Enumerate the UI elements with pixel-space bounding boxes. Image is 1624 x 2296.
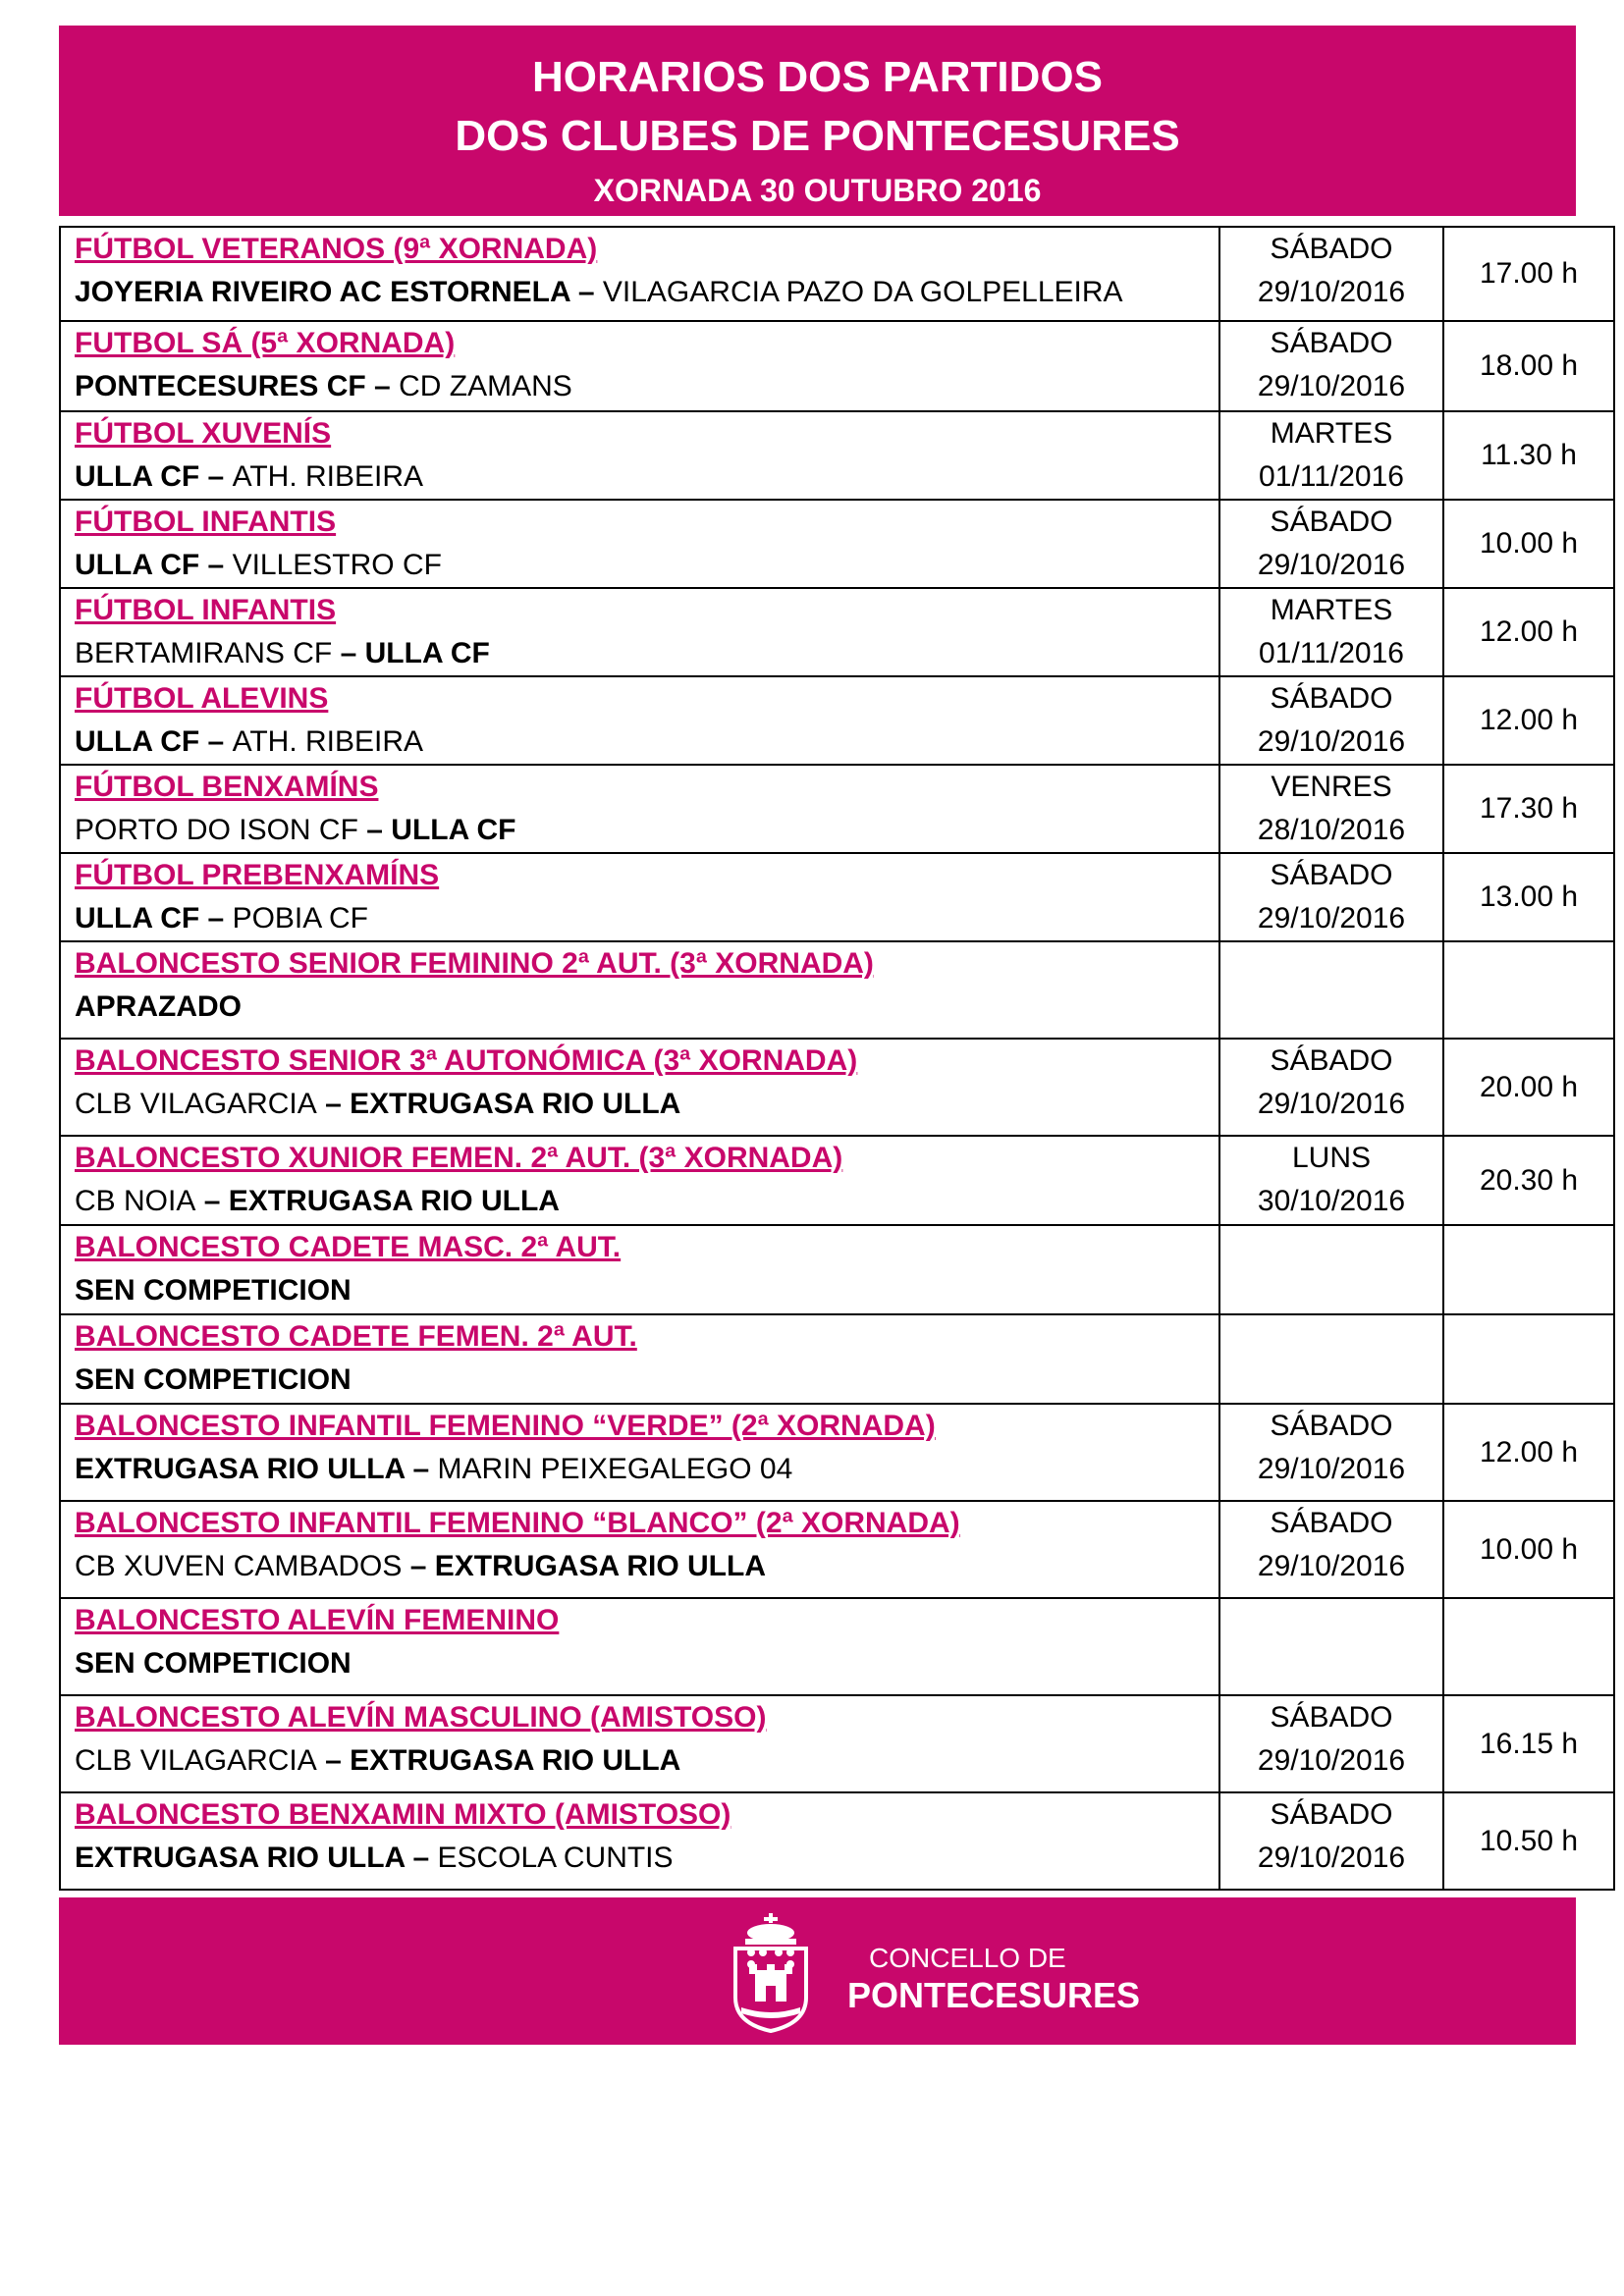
- date-cell: [1219, 1314, 1443, 1404]
- table-row: [60, 1792, 1614, 1890]
- match-date: 01/11/2016: [1259, 637, 1404, 669]
- match-line: [75, 986, 1218, 1029]
- date-cell: [1219, 1136, 1443, 1225]
- team-separator: –: [332, 637, 365, 669]
- category-label: FÚTBOL INFANTIS: [75, 506, 337, 538]
- match-cell: [60, 500, 1219, 588]
- date-cell: [1219, 1792, 1443, 1890]
- date-cell: [1219, 1501, 1443, 1598]
- date-cell: [1219, 765, 1443, 853]
- table-row: [60, 321, 1614, 411]
- match-day: SÁBADO: [1270, 682, 1393, 715]
- match-cell: [60, 588, 1219, 676]
- match-cell: [60, 411, 1219, 500]
- table-row: [60, 1136, 1614, 1225]
- match-line: [75, 897, 1218, 940]
- date-cell: [1219, 1225, 1443, 1314]
- time-cell: [1443, 1039, 1614, 1136]
- match-cell: [60, 1695, 1219, 1792]
- match-cell: [60, 1404, 1219, 1501]
- date-cell: [1219, 227, 1443, 321]
- table-row: [60, 1225, 1614, 1314]
- match-cell: [60, 1136, 1219, 1225]
- away-team: ATH. RIBEIRA: [232, 460, 424, 493]
- date-cell: [1219, 853, 1443, 941]
- match-cell: [60, 1792, 1219, 1890]
- footer-banner: [59, 1897, 1576, 2045]
- match-time: 16.15 h: [1479, 1727, 1579, 1760]
- match-line: [75, 1739, 1218, 1783]
- category-label: BALONCESTO ALEVÍN FEMENINO: [75, 1604, 560, 1636]
- away-team: VILAGARCIA PAZO DA GOLPELLEIRA: [602, 276, 1123, 308]
- time-cell: [1443, 1501, 1614, 1598]
- page-title-line1: HORARIOS DOS PARTIDOS: [531, 53, 1103, 101]
- home-team: CB NOIA: [75, 1185, 196, 1217]
- team-separator: –: [199, 549, 233, 581]
- team-separator: –: [405, 1842, 438, 1874]
- table-row: [60, 765, 1614, 853]
- table-row: [60, 676, 1614, 765]
- away-team: EXTRUGASA RIO ULLA: [350, 1088, 681, 1120]
- time-cell: [1443, 227, 1614, 321]
- time-cell: [1443, 500, 1614, 588]
- home-team: ULLA CF: [75, 549, 200, 581]
- match-cell: [60, 1314, 1219, 1404]
- category-label: BALONCESTO XUNIOR FEMEN. 2ª AUT. (3ª XORNADA): [75, 1142, 843, 1174]
- date-cell: [1219, 1039, 1443, 1136]
- table-row: [60, 1404, 1614, 1501]
- home-team: ULLA CF: [75, 902, 200, 934]
- team-separator: –: [405, 1453, 438, 1485]
- table-row: [60, 588, 1614, 676]
- match-day: SÁBADO: [1270, 506, 1393, 538]
- home-team: CB XUVEN CAMBADOS: [75, 1550, 403, 1582]
- team-separator: –: [569, 276, 603, 308]
- coat-of-arms-icon: [712, 1913, 830, 2033]
- time-cell: [1443, 1695, 1614, 1792]
- page-title-line2: DOS CLUBES DE PONTECESURES: [455, 112, 1180, 160]
- match-day: SÁBADO: [1270, 1701, 1393, 1734]
- match-time: 18.00 h: [1479, 349, 1579, 382]
- team-separator: –: [199, 725, 233, 758]
- away-team: EXTRUGASA RIO ULLA: [350, 1744, 681, 1777]
- away-team: ULLA CF: [391, 814, 516, 846]
- away-team: VILLESTRO CF: [232, 549, 442, 581]
- match-line: [75, 1837, 1218, 1880]
- time-cell: [1443, 1598, 1614, 1695]
- match-time: 20.00 h: [1479, 1070, 1579, 1103]
- date-cell: [1219, 321, 1443, 411]
- away-team: ULLA CF: [364, 637, 490, 669]
- home-team: PORTO DO ISON CF: [75, 814, 358, 846]
- table-row: [60, 411, 1614, 500]
- match-line: [75, 455, 1218, 499]
- category-label: BALONCESTO INFANTIL FEMENINO “VERDE” (2ª XORNADA): [75, 1410, 936, 1442]
- team-separator: –: [316, 1744, 351, 1777]
- time-cell: [1443, 588, 1614, 676]
- category-label: FÚTBOL XUVENÍS: [75, 417, 332, 450]
- table-row: [60, 1598, 1614, 1695]
- time-cell: [1443, 853, 1614, 941]
- status-label: SEN COMPETICION: [75, 1274, 352, 1307]
- time-cell: [1443, 1404, 1614, 1501]
- time-cell: [1443, 1314, 1614, 1404]
- match-time: 17.30 h: [1479, 792, 1579, 825]
- home-team: JOYERIA RIVEIRO AC ESTORNELA: [75, 276, 570, 308]
- match-line: [75, 1642, 1218, 1685]
- category-label: BALONCESTO ALEVÍN MASCULINO (AMISTOSO): [75, 1701, 767, 1734]
- footer-line1: CONCELLO DE: [869, 1943, 1066, 1973]
- date-cell: [1219, 676, 1443, 765]
- match-line: [75, 1083, 1218, 1126]
- home-team: PONTECESURES CF: [75, 370, 366, 402]
- match-date: 30/10/2016: [1257, 1185, 1406, 1217]
- home-team: BERTAMIRANS CF: [75, 637, 333, 669]
- time-cell: [1443, 765, 1614, 853]
- match-date: 29/10/2016: [1257, 725, 1406, 758]
- match-date: 29/10/2016: [1257, 1453, 1406, 1485]
- status-label: SEN COMPETICION: [75, 1363, 352, 1396]
- match-day: VENRES: [1271, 771, 1392, 803]
- category-label: FUTBOL SÁ (5ª XORNADA): [75, 327, 456, 359]
- match-day: LUNS: [1291, 1142, 1372, 1174]
- match-time: 13.00 h: [1479, 881, 1579, 913]
- match-line: [75, 544, 1218, 587]
- match-cell: [60, 941, 1219, 1039]
- team-separator: –: [199, 460, 233, 493]
- match-cell: [60, 1225, 1219, 1314]
- time-cell: [1443, 1792, 1614, 1890]
- match-cell: [60, 765, 1219, 853]
- match-date: 29/10/2016: [1257, 549, 1406, 581]
- status-label: SEN COMPETICION: [75, 1647, 352, 1680]
- date-cell: [1219, 500, 1443, 588]
- home-team: EXTRUGASA RIO ULLA: [75, 1453, 406, 1485]
- match-day: SÁBADO: [1270, 1410, 1393, 1442]
- table-row: [60, 500, 1614, 588]
- match-date: 29/10/2016: [1257, 1550, 1406, 1582]
- time-cell: [1443, 1225, 1614, 1314]
- away-team: EXTRUGASA RIO ULLA: [434, 1550, 766, 1582]
- table-row: [60, 1314, 1614, 1404]
- category-label: BALONCESTO BENXAMIN MIXTO (AMISTOSO): [75, 1798, 731, 1831]
- match-date: 01/11/2016: [1259, 460, 1404, 493]
- table-row: [60, 1501, 1614, 1598]
- date-cell: [1219, 1695, 1443, 1792]
- table-row: [60, 941, 1614, 1039]
- match-time: 10.00 h: [1479, 1532, 1579, 1566]
- date-cell: [1219, 588, 1443, 676]
- home-team: CLB VILAGARCIA: [75, 1744, 317, 1777]
- category-label: BALONCESTO SENIOR FEMININO 2ª AUT. (3ª XORNADA): [75, 947, 874, 980]
- category-label: FÚTBOL BENXAMÍNS: [75, 771, 379, 803]
- category-label: FÚTBOL INFANTIS: [75, 594, 337, 626]
- match-cell: [60, 227, 1219, 321]
- away-team: ESCOLA CUNTIS: [437, 1842, 674, 1874]
- match-time: 12.00 h: [1479, 1435, 1579, 1468]
- match-line: [75, 1545, 1218, 1588]
- home-team: EXTRUGASA RIO ULLA: [75, 1842, 406, 1874]
- match-date: 28/10/2016: [1257, 814, 1406, 846]
- match-day: MARTES: [1270, 594, 1393, 626]
- match-cell: [60, 853, 1219, 941]
- match-cell: [60, 676, 1219, 765]
- category-label: BALONCESTO SENIOR 3ª AUTONÓMICA (3ª XORNADA): [75, 1044, 858, 1077]
- match-time: 12.00 h: [1479, 704, 1579, 736]
- footer-line2: PONTECESURES: [847, 1975, 1141, 2015]
- match-day: SÁBADO: [1270, 1044, 1393, 1077]
- away-team: MARIN PEIXEGALEGO 04: [437, 1453, 793, 1485]
- match-date: 29/10/2016: [1257, 1088, 1406, 1120]
- match-line: [75, 1180, 1218, 1223]
- team-separator: –: [195, 1185, 229, 1217]
- match-day: SÁBADO: [1270, 1798, 1393, 1831]
- match-day: SÁBADO: [1270, 327, 1393, 359]
- match-time: 17.00 h: [1479, 257, 1579, 290]
- category-label: FÚTBOL ALEVINS: [75, 682, 329, 715]
- team-separator: –: [357, 814, 392, 846]
- match-date: 29/10/2016: [1257, 370, 1406, 402]
- team-separator: –: [199, 902, 233, 934]
- match-time: 20.30 h: [1479, 1163, 1579, 1197]
- schedule-table: [59, 226, 1615, 1891]
- match-date: 29/10/2016: [1257, 902, 1406, 934]
- match-day: MARTES: [1270, 417, 1393, 450]
- match-time: 10.00 h: [1479, 527, 1579, 560]
- match-date: 29/10/2016: [1257, 276, 1406, 308]
- time-cell: [1443, 411, 1614, 500]
- time-cell: [1443, 941, 1614, 1039]
- match-line: [75, 721, 1218, 764]
- home-team: CLB VILAGARCIA: [75, 1088, 317, 1120]
- away-team: ATH. RIBEIRA: [232, 725, 424, 758]
- date-cell: [1219, 941, 1443, 1039]
- page-subtitle: XORNADA 30 OUTUBRO 2016: [593, 173, 1042, 208]
- away-team: EXTRUGASA RIO ULLA: [228, 1185, 560, 1217]
- header-banner: [59, 26, 1576, 216]
- match-cell: [60, 1501, 1219, 1598]
- match-cell: [60, 1039, 1219, 1136]
- match-cell: [60, 1598, 1219, 1695]
- match-day: SÁBADO: [1270, 859, 1393, 891]
- match-date: 29/10/2016: [1257, 1744, 1406, 1777]
- table-row: [60, 853, 1614, 941]
- team-separator: –: [316, 1088, 351, 1120]
- home-team: ULLA CF: [75, 725, 200, 758]
- category-label: FÚTBOL VETERANOS (9ª XORNADA): [75, 233, 598, 265]
- status-label: APRAZADO: [75, 990, 242, 1023]
- match-time: 10.50 h: [1479, 1824, 1579, 1857]
- team-separator: –: [402, 1550, 435, 1582]
- time-cell: [1443, 676, 1614, 765]
- time-cell: [1443, 321, 1614, 411]
- table-row: [60, 1695, 1614, 1792]
- match-date: 29/10/2016: [1257, 1842, 1406, 1874]
- match-time: 12.00 h: [1479, 615, 1579, 648]
- away-team: POBIA CF: [232, 902, 368, 934]
- home-team: ULLA CF: [75, 460, 200, 493]
- date-cell: [1219, 1404, 1443, 1501]
- date-cell: [1219, 1598, 1443, 1695]
- table-row: [60, 1039, 1614, 1136]
- table-row: [60, 227, 1614, 321]
- match-line: [75, 271, 1218, 314]
- category-label: BALONCESTO CADETE MASC. 2ª AUT.: [75, 1231, 622, 1263]
- match-line: [75, 809, 1218, 852]
- match-time: 11.30 h: [1481, 439, 1577, 471]
- match-line: [75, 632, 1218, 675]
- team-separator: –: [365, 370, 400, 402]
- match-day: SÁBADO: [1270, 1507, 1393, 1539]
- match-day: SÁBADO: [1270, 233, 1393, 265]
- away-team: CD ZAMANS: [399, 370, 572, 402]
- match-line: [75, 1269, 1218, 1312]
- match-line: [75, 1359, 1218, 1402]
- category-label: FÚTBOL PREBENXAMÍNS: [75, 859, 440, 891]
- category-label: BALONCESTO CADETE FEMEN. 2ª AUT.: [75, 1320, 637, 1353]
- match-line: [75, 1448, 1218, 1491]
- time-cell: [1443, 1136, 1614, 1225]
- date-cell: [1219, 411, 1443, 500]
- match-cell: [60, 321, 1219, 411]
- category-label: BALONCESTO INFANTIL FEMENINO “BLANCO” (2ª XORNADA): [75, 1507, 960, 1539]
- match-line: [75, 365, 1218, 408]
